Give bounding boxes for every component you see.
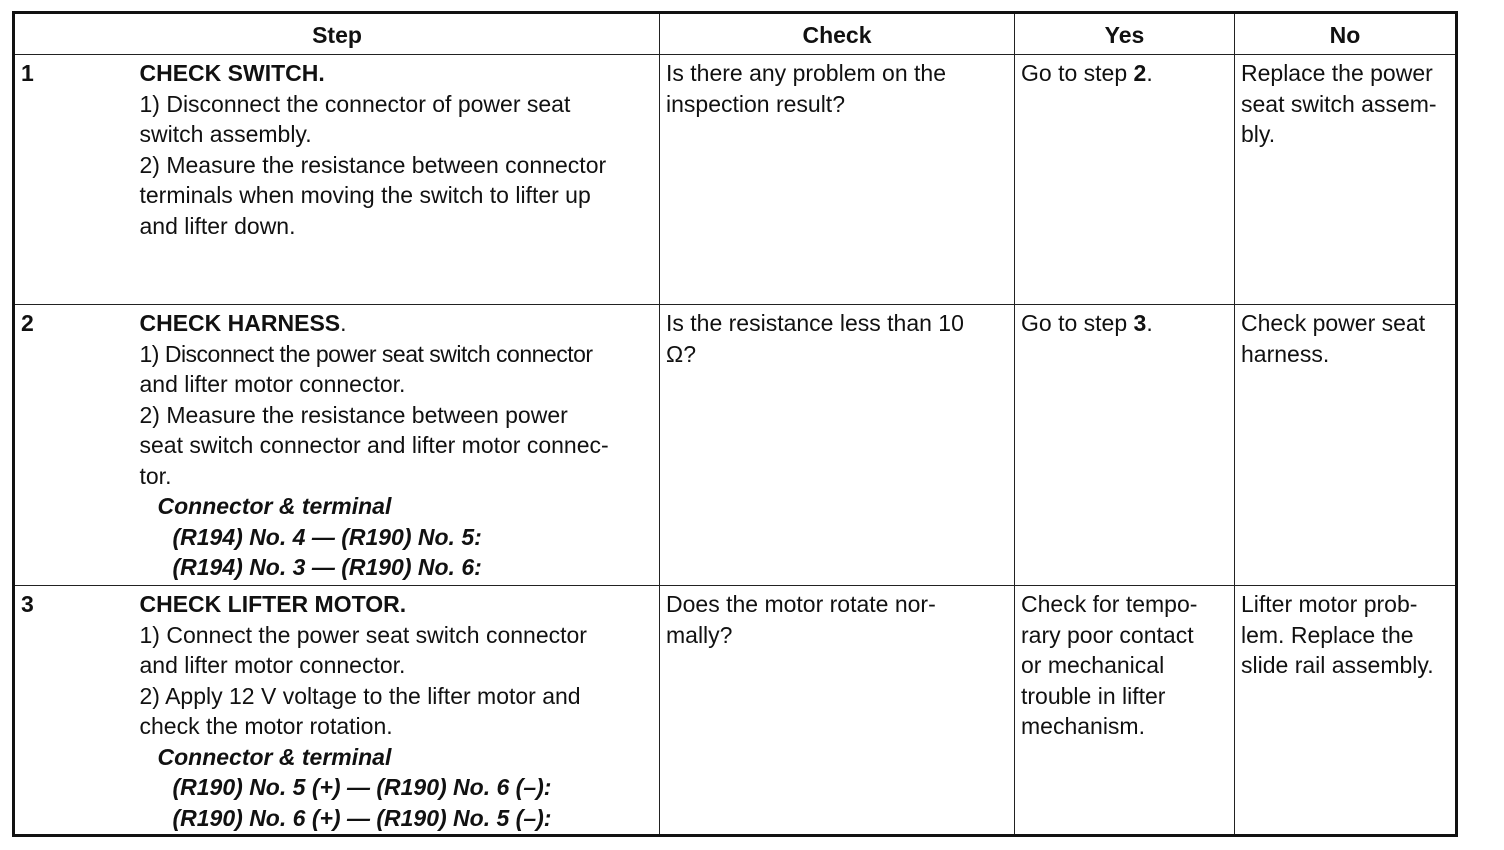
no-text: Lifter motor prob-: [1241, 591, 1418, 617]
header-no: No: [1235, 13, 1457, 55]
no-cell: [1235, 305, 1457, 586]
step-title: CHECK LIFTER MOTOR.: [139, 591, 407, 617]
step-procedure: [134, 55, 660, 305]
connector-terminal: (R190) No. 6 (+) — (R190) No. 5 (–):: [172, 804, 552, 831]
no-text: harness.: [1241, 340, 1330, 367]
check-text: Is there any problem on the: [666, 60, 946, 86]
step-link[interactable]: 2: [1133, 60, 1147, 86]
instruction-line: and lifter motor connector.: [139, 652, 406, 678]
check-text: Is the resistance less than 10: [666, 310, 964, 336]
connector-terminal: (R190) No. 5 (+) — (R190) No. 6 (–):: [172, 774, 552, 800]
instruction-line: tor.: [139, 462, 172, 489]
check-text: mally?: [666, 621, 733, 648]
no-text: slide rail assembly.: [1241, 652, 1434, 678]
header-row: [14, 13, 1457, 55]
yes-text-end: .: [1146, 60, 1153, 86]
check-text: inspection result?: [666, 90, 845, 117]
step-title-line: [140, 308, 654, 339]
instruction-line: 1) Connect the power seat switch connector: [139, 621, 587, 648]
no-cell: [1235, 55, 1457, 305]
instruction-line: 2) Measure the resistance between power: [139, 401, 568, 428]
yes-cell: [1015, 55, 1235, 305]
yes-text: Go to step: [1021, 310, 1134, 336]
step-procedure: [134, 305, 660, 586]
no-text: Check power seat: [1241, 310, 1426, 336]
step-title: CHECK SWITCH.: [139, 60, 325, 86]
header-check: Check: [660, 13, 1015, 55]
check-text: Does the motor rotate nor-: [666, 591, 936, 617]
instruction-line: 2) Measure the resistance between connector: [139, 151, 607, 178]
instruction-line: seat switch connector and lifter motor connec-: [139, 432, 609, 458]
no-text: bly.: [1241, 121, 1276, 147]
instruction-line: 1) Disconnect the connector of power seat: [139, 90, 571, 117]
no-text: seat switch assem-: [1241, 90, 1437, 117]
diagnostic-table: [12, 11, 1458, 837]
connector-heading: Connector & terminal: [157, 743, 392, 770]
step-title-dot: .: [340, 310, 347, 336]
step-number: 2: [14, 305, 134, 586]
yes-text: rary poor contact: [1021, 621, 1194, 648]
step-procedure: [134, 586, 660, 836]
step-link[interactable]: 3: [1133, 310, 1147, 336]
instruction-line: and lifter down.: [139, 212, 296, 239]
no-text: Replace the power: [1241, 60, 1433, 86]
instruction-line: 2) Apply 12 V voltage to the lifter motor and: [139, 682, 581, 709]
table-row: [14, 55, 1457, 305]
connector-heading: Connector & terminal: [157, 493, 392, 519]
yes-text: or mechanical: [1021, 652, 1165, 678]
instruction-line: and lifter motor connector.: [139, 371, 406, 397]
step-title: CHECK HARNESS: [139, 310, 341, 336]
header-yes: Yes: [1015, 13, 1235, 55]
check-cell: [660, 55, 1015, 305]
no-text: lem. Replace the: [1241, 621, 1414, 648]
check-cell: [660, 586, 1015, 836]
instruction-line: check the motor rotation.: [139, 713, 393, 739]
instruction-line: terminals when moving the switch to lifter up: [139, 182, 591, 208]
instruction-line: 1) Disconnect the power seat switch connector: [139, 340, 593, 367]
yes-text: Go to step: [1021, 60, 1134, 86]
table-row: [14, 305, 1457, 586]
check-text: Ω?: [666, 340, 696, 367]
yes-cell: [1015, 305, 1235, 586]
header-step: Step: [14, 13, 660, 55]
connector-terminal: (R194) No. 3 — (R190) No. 6:: [172, 554, 482, 580]
step-number: 1: [14, 55, 134, 305]
yes-cell: [1015, 586, 1235, 836]
yes-text: trouble in lifter: [1021, 682, 1166, 709]
yes-text-end: .: [1146, 310, 1153, 336]
check-cell: [660, 305, 1015, 586]
yes-text: mechanism.: [1021, 713, 1145, 739]
table-row: [14, 586, 1457, 836]
step-number: 3: [14, 586, 134, 836]
no-cell: [1235, 586, 1457, 836]
instruction-line: switch assembly.: [139, 121, 312, 147]
connector-terminal: (R194) No. 4 — (R190) No. 5:: [172, 523, 482, 550]
yes-text: Check for tempo-: [1021, 591, 1198, 617]
